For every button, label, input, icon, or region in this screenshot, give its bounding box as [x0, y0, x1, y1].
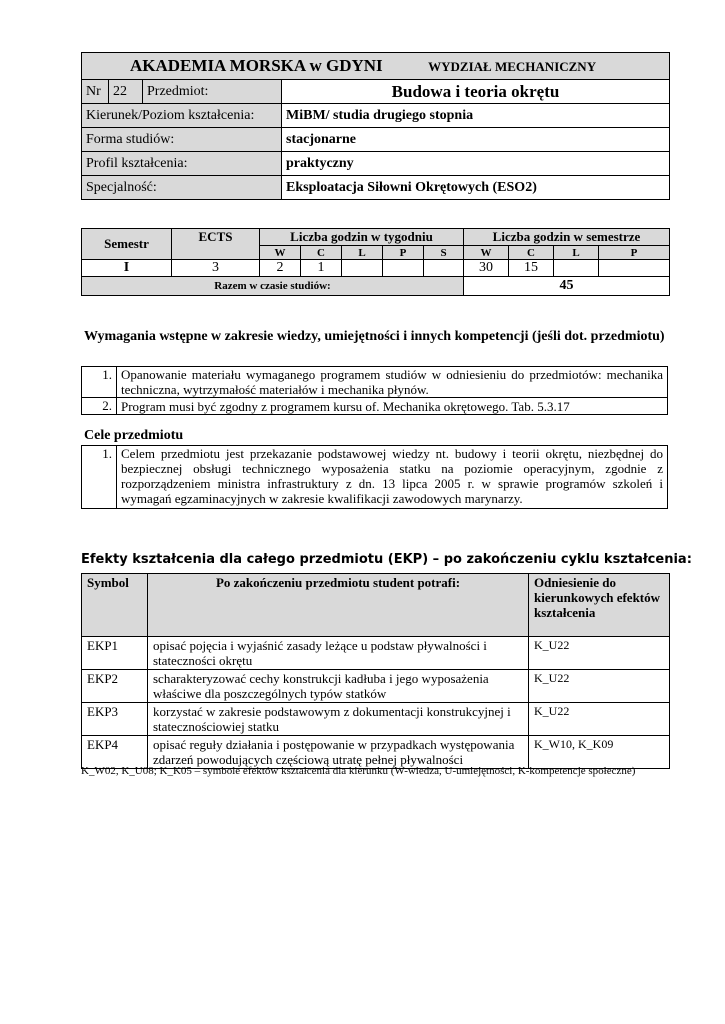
sem-value-p: [599, 260, 670, 277]
week-value-c: 1: [301, 260, 342, 277]
col-symbol: Symbol: [82, 574, 148, 637]
sem-col-c: C: [509, 246, 554, 260]
subject-name: Budowa i teoria okrętu: [282, 80, 670, 104]
requirements-table: [81, 366, 668, 415]
field-value: MiBM/ studia drugiego stopnia: [282, 104, 670, 128]
total-value: 45: [464, 277, 670, 296]
week-col-c: C: [301, 246, 342, 260]
goal-number: 1.: [82, 446, 117, 509]
total-label: Razem w czasie studiów:: [82, 277, 464, 296]
week-value-w: 2: [260, 260, 301, 277]
sem-value-l: [554, 260, 599, 277]
sem-value-c: 15: [509, 260, 554, 277]
semester-hours-header: Liczba godzin w semestrze: [464, 229, 670, 246]
specialty-label: Specjalność:: [82, 176, 282, 200]
ekp-table: [81, 573, 670, 769]
form-value: stacjonarne: [282, 128, 670, 152]
requirement-text: Program musi być zgodny z programem kursu of. Mechanika okrętowego. Tab. 5.3.17: [117, 398, 668, 415]
ekp-symbol: EKP4: [82, 736, 148, 769]
semestr-header: Semestr: [82, 229, 172, 260]
sem-col-p: P: [599, 246, 670, 260]
requirement-number: 2.: [82, 398, 117, 415]
profile-label: Profil kształcenia:: [82, 152, 282, 176]
ekp-description: opisać pojęcia i wyjaśnić zasady leżące u podstaw pływalności i stateczności okrętu: [148, 637, 529, 670]
form-label: Forma studiów:: [82, 128, 282, 152]
col-reference: Odniesienie do kierunkowych efektów kształcenia: [529, 574, 670, 637]
ekp-symbol: EKP1: [82, 637, 148, 670]
table-row: [82, 637, 670, 670]
sem-col-l: L: [554, 246, 599, 260]
ekp-reference: K_U22: [529, 670, 670, 703]
week-col-l: L: [342, 246, 383, 260]
week-value-l: [342, 260, 383, 277]
ekp-reference: K_W10, K_K09: [529, 736, 670, 769]
academy-header: [82, 53, 670, 80]
nr-value: 22: [109, 80, 143, 104]
goals-table: [81, 445, 668, 509]
nr-label: Nr: [82, 80, 109, 104]
table-row: [82, 703, 670, 736]
col-description: Po zakończeniu przedmiotu student potrafi:: [148, 574, 529, 637]
week-col-p: P: [383, 246, 424, 260]
ects-header: ECTS: [172, 229, 260, 260]
profile-value: praktyczny: [282, 152, 670, 176]
academy-name: AKADEMIA MORSKA w GDYNI: [130, 56, 383, 75]
ekp-description: scharakteryzować cechy konstrukcji kadłuba i jego wyposażenia właściwe dla poszczególnych typów statków: [148, 670, 529, 703]
subject-label: Przedmiot:: [143, 80, 282, 104]
ekp-description: korzystać w zakresie podstawowym z dokumentacji konstrukcyjnej i statecznościowiej statku: [148, 703, 529, 736]
week-hours-header: Liczba godzin w tygodniu: [260, 229, 464, 246]
ekp-symbol: EKP3: [82, 703, 148, 736]
sem-col-w: W: [464, 246, 509, 260]
semestr-value: I: [82, 260, 172, 277]
faculty-name: WYDZIAŁ MECHANICZNY: [428, 59, 597, 74]
week-col-s: S: [424, 246, 464, 260]
goals-title: Cele przedmiotu: [84, 428, 184, 443]
field-label: Kierunek/Poziom kształcenia:: [82, 104, 282, 128]
requirements-title: Wymagania wstępne w zakresie wiedzy, umiejętności i innych kompetencji (jeśli dot. przedmiotu): [84, 329, 665, 344]
ekp-symbol: EKP2: [82, 670, 148, 703]
week-col-w: W: [260, 246, 301, 260]
week-value-s: [424, 260, 464, 277]
goal-text: Celem przedmiotu jest przekazanie podstawowej wiedzy nt. budowy i teorii okrętu, niezbędnej do bezpiecznej obsługi technicznego wyposażenia statku na poziomie operacyjnym, zgodnie z rozporządzeniem ministra infrastruktury z dn. 13 lipca 2005 r. w sprawie programów szkoleń i wymagań egzaminacyjnych w zakresie kwalifikacji zawodowych marynarzy.: [117, 446, 668, 509]
requirement-number: 1.: [82, 367, 117, 398]
sem-value-w: 30: [464, 260, 509, 277]
hours-table: [81, 228, 670, 296]
header-table: [81, 52, 670, 200]
footnote: K_W02, K_U08; K_K05 – symbole efektów kształcenia dla kierunku (W-wiedza, U-umiejętności, K-kompetencje społeczne): [81, 765, 636, 777]
ekp-title: Efekty kształcenia dla całego przedmiotu (EKP) – po zakończeniu cyklu kształcenia:: [81, 552, 692, 567]
week-value-p: [383, 260, 424, 277]
ekp-reference: K_U22: [529, 703, 670, 736]
table-row: [82, 670, 670, 703]
specialty-value: Eksploatacja Siłowni Okrętowych (ESO2): [282, 176, 670, 200]
requirement-text: Opanowanie materiału wymaganego programem studiów w odniesieniu do przedmiotów: mechanika techniczna, wytrzymałość materiałów i mechanika płynów.: [117, 367, 668, 398]
ects-value: 3: [172, 260, 260, 277]
ekp-reference: K_U22: [529, 637, 670, 670]
ekp-description: opisać reguły działania i postępowanie w przypadkach występowania zdarzeń powodujących częściową utratę pełnej pływalności: [148, 736, 529, 769]
